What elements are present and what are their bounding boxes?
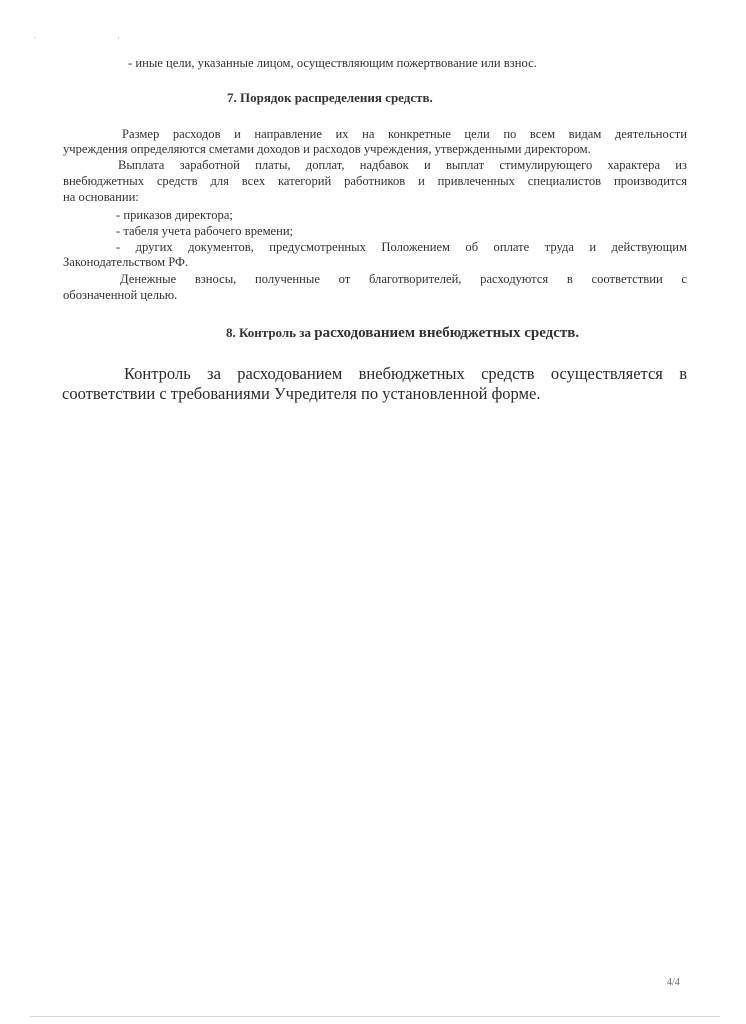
list-item-timesheet: - табеля учета рабочего времени; xyxy=(116,224,294,238)
bottom-scan-edge xyxy=(30,1016,720,1017)
scan-marks: . , xyxy=(34,32,160,40)
section-7-para-2-line-2: внебюджетных средств для всех категорий работников и привлеченных специалистов производится xyxy=(63,174,687,188)
section-7-para-2-line-3: на основании: xyxy=(63,190,139,204)
section-8-para-line-2: соответствии с требованиями Учредителя по установленной форме. xyxy=(62,384,541,403)
section-7-para-2-line-1: Выплата заработной платы, доплат, надбавок и выплат стимулирующего характера из xyxy=(118,158,687,172)
section-8-title-prefix: 8. Контроль за xyxy=(226,325,312,340)
section-7-para-1-line-2: учреждения определяются сметами доходов и расходов учреждения, утвержденными директором. xyxy=(63,142,591,156)
section-8-title-rest: расходованием внебюджетных средств. xyxy=(314,325,580,341)
section-7-para-3-line-2: обозначенной целью. xyxy=(63,288,178,302)
page-number: 4/4 xyxy=(667,977,680,988)
list-item-other-docs-line-2: Законодательством РФ. xyxy=(63,255,189,269)
list-item-other-purposes: - иные цели, указанные лицом, осуществляющим пожертвование или взнос. xyxy=(128,56,537,70)
section-8-para-line-1: Контроль за расходованием внебюджетных средств осуществляется в xyxy=(124,364,687,383)
section-7-para-3-line-1: Денежные взносы, полученные от благотворителей, расходуются в соответствии с xyxy=(120,272,687,286)
section-7-title: 7. Порядок распределения средств. xyxy=(227,90,433,105)
list-item-other-docs-line-1: - других документов, предусмотренных Положением об оплате труда и действующим xyxy=(116,240,687,254)
section-7-para-1-line-1: Размер расходов и направление их на конкретные цели по всем видам деятельности xyxy=(122,127,687,141)
list-item-director-orders: - приказов директора; xyxy=(116,208,233,222)
section-8-title xyxy=(226,325,579,342)
